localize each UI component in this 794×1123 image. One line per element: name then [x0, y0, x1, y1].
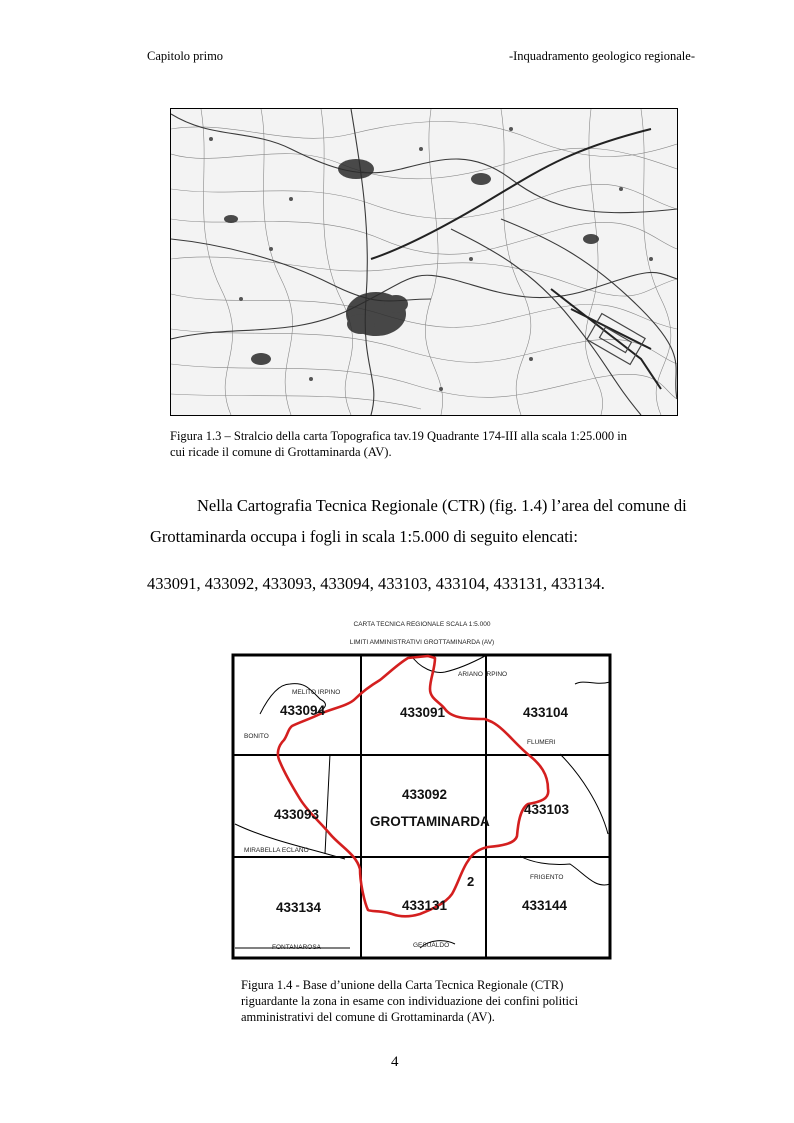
sheet-number: 433094 [280, 703, 326, 718]
map-title-line2: LIMITI AMMINISTRATIVI GROTTAMINARDA (AV) [349, 639, 495, 646]
place-name: BONITO [244, 733, 269, 740]
place-name: MIRABELLA ECLANO [244, 847, 309, 854]
paragraph-line: Nella Cartografia Tecnica Regionale (CTR) (fig. 1.4) l’area del comune di [197, 496, 687, 515]
body-paragraph [150, 496, 696, 547]
sheet-number: 433134 [276, 900, 322, 915]
place-name: FRIGENTO [530, 874, 564, 881]
caption-line: amministrativi del comune di Grottaminarda (AV). [241, 1010, 495, 1024]
caption-line: riguardante la zona in esame con individuazione dei confini politici [241, 994, 579, 1008]
figure-1-3-caption [170, 428, 690, 460]
sheet-number: 433092 [402, 787, 448, 802]
figure-1-4-caption [241, 977, 613, 1025]
caption-line: Figura 1.4 - Base d’unione della Carta Tecnica Regionale (CTR) [241, 978, 564, 992]
place-name: MELITO IRPINO [292, 689, 341, 696]
sheet-number: 433104 [523, 705, 569, 720]
map-marker: 2 [467, 874, 475, 889]
paragraph-line: Grottaminarda occupa i fogli in scala 1:5.000 di seguito elencati: [150, 527, 578, 546]
map-title-line1: CARTA TECNICA REGIONALE SCALA 1:5.000 [353, 621, 491, 628]
place-name: GESUALDO [413, 942, 450, 949]
caption-line: cui ricade il comune di Grottaminarda (AV). [170, 445, 392, 459]
sheet-number: 433144 [522, 898, 568, 913]
page-number: 4 [391, 1054, 399, 1070]
header-section: -Inquadramento geologico regionale- [508, 49, 695, 63]
ctr-index-map [230, 614, 614, 966]
topographic-map-image [171, 109, 677, 415]
place-name: FONTANAROSA [272, 944, 321, 951]
sheet-number: 433103 [524, 802, 570, 817]
ctr-index-map-figure [230, 614, 614, 966]
grottaminarda-label: GROTTAMINARDA [370, 814, 490, 829]
header-chapter: Capitolo primo [147, 49, 224, 63]
sheet-number: 433091 [400, 705, 446, 720]
sheet-number: 433093 [274, 807, 320, 822]
place-name: ARIANO IRPINO [458, 671, 508, 678]
place-name: FLUMERI [527, 739, 556, 746]
topographic-map-figure [170, 108, 678, 416]
caption-line: Figura 1.3 – Stralcio della carta Topografica tav.19 Quadrante 174-III alla scala 1:25.000 in [170, 429, 627, 443]
sheet-list: 433091, 433092, 433093, 433094, 433103, 433104, 433131, 433134. [147, 574, 605, 593]
sheet-number: 433131 [402, 898, 448, 913]
